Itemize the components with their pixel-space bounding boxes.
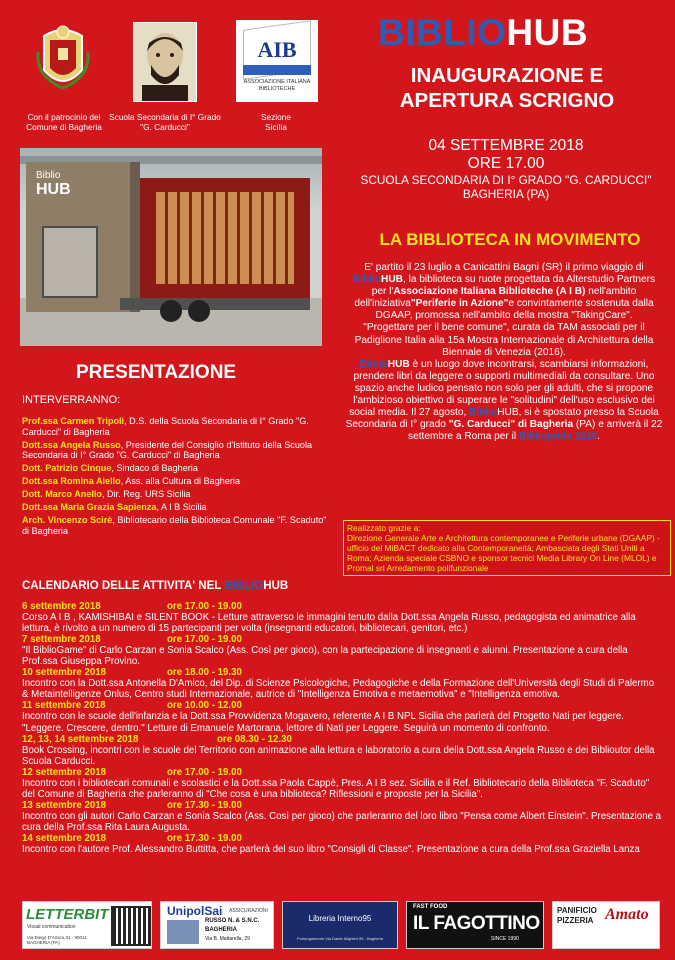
speaker-item: Dott.ssa Maria Grazia Sapienza, A I B Sicilia <box>22 502 207 512</box>
event-item: 14 settembre 2018 ore 17.30 - 19.00 Incontro con l'autore Prof. Alessandro Buttitta, che parlerà del suo libro "Consigli di Classe". Presentazione a cura della Prof.ssa Graziella Lanza <box>22 832 640 856</box>
event-item: 10 settembre 2018 ore 18.00 - 19.30 Incontro con la Dott.ssa Antonella D'Amico, del Dip. di Scienze Psicologiche, Pedagogiche e della Formazione dell'Università degli Studi di Palermo & Metaintelligenze Onlus, Centro studi Internazionale, autrice di "Intelligenza Emotiva e metaemotiva" e "Intelligenza emotiva. <box>22 667 655 701</box>
event-date-block <box>340 137 672 201</box>
sponsor-unipol: UnipolSai ASSICURAZIONI RUSSO N. & S.N.C. BAGHERIA Via B. Mattarella, 29 <box>160 901 274 949</box>
truck-hub-text: HUB <box>36 181 71 198</box>
speaker-item: Dott. Marco Anello, Dir. Reg. URS Sicilia <box>22 489 191 499</box>
speaker-list <box>22 416 327 539</box>
speaker-item: Arch. Vincenzo Scirè, Bibliotecario della Biblioteca Comunale "F. Scaduto" di Bagheria <box>22 515 327 536</box>
event-item: 11 settembre 2018 ore 10.00 - 12.00 Incontro con le scuole dell'infanzia e la Dott.ssa Provvidenza Mogavero, referente A I B NPL Sicilia che parlerà del Progetto Nati per leggere. "Leggere. Crescere, dentro." Letture di Emanuele Martorana, lettore di Nati per Leggere. Seguirà un momento di confronto. <box>22 700 624 734</box>
realizzato-text: Direzione Generale Arte e Architettura contemporanee e Periferie urbane (DGAAP) - ufficio del MiBACT dedicato alla Contemporaneità; Ambasciata degli Stati Uniti a Roma; Azienda speciale CSBNO e sponsor tecnici Media Library On Line (MLOL) e Promal srl Arredamento polifunzionale <box>347 533 660 573</box>
event-date: 04 SETTEMBRE 2018 <box>428 137 584 154</box>
intro-text: E' partito il 23 luglio a Canicattini Bagni (SR) il primo viaggio di BiblioHUB, la biblioteca su ruote progettata da Alterstudio Partners per l'Associazione Italiana Biblioteche (A I B) nell'ambito dell'iniziativa"Periferie in Azione"e convintamente sostenuta dalla DGAAP, promossa nell'ambito della mostra "TakingCare". "Progettare per il bene comune", curata da TAM associati per il Padiglione Italia alla 15a Mostra Internazionale di Architettura della Biennale di Venezia (2016). BiblioHUB è un luogo dove incontrarsi, scambiarsi informazioni, prendere libri da leggere o supporti multimediali da consultare. Uno spazio anche ludico pensato non solo per gli adulti, che si propone l'ambizioso obiettivo di superare le "solitudini" dell'uso esclusivo dei social media. Il 27 agosto, BiblioHUB, si è spostato presso la Scuola Secondaria di I° grado "G. Carducci" di Bagheria (PA) e arriverà il 22 settembre a Roma per il Bibliopride 2018. <box>345 262 663 443</box>
sponsor-fagottino: FAST FOOD IL FAGOTTINO SINCE 1990 <box>406 901 544 949</box>
events-list <box>22 601 662 855</box>
aib-caption: Sezione Sicilia <box>261 112 291 132</box>
event-headline: INAUGURAZIONE E APERTURA SCRIGNO <box>399 64 615 112</box>
sponsor-letterbit: LETTERBIT Visual communication Via Diego D'Amico,31 - 90011 BAGHERIA (PA) <box>22 901 152 949</box>
event-item: 7 settembre 2018 ore 17.00 - 19.00 "Il BiblioGame" di Carlo Carzan e Sonia Scalco (Ass. Così per gioco), con la partecipazione di insegnanti e alunni. Presentazione a cura della Prof.ssa Giuseppa Provino. <box>22 634 628 668</box>
aib-logo: AIB ASSOCIAZIONE ITALIANA BIBLIOTECHE <box>236 20 318 102</box>
realizzato-box <box>343 520 671 576</box>
speaker-item: Prof.ssa Carmen Tripoli, D.S. della Scuola Secondaria di I° Grado "G. Carducci" di Bagheria <box>22 416 309 437</box>
scuola-caption: Scuola Secondaria di I° Grado "G. Carducci" <box>109 112 221 132</box>
truck-photo <box>20 148 322 346</box>
bibliohub-brand: BIBLIOHUB <box>378 12 589 53</box>
realizzato-title: Realizzato grazie a: <box>347 523 421 533</box>
event-item: 13 settembre 2018 ore 17.30 - 19.00 Incontro con gli autori Carlo Carzan e Sonia Scalco (Ass. Così per gioco) che parleranno del loro libro "Pensa come Albert Einstein". Presentazione a cura della Prof.ssa Rita Laura Augusta. <box>22 799 662 833</box>
event-city: BAGHERIA (PA) <box>462 187 550 201</box>
speaker-item: Dott.ssa Romina Aiello, Ass. alla Cultura di Bagheria <box>22 476 240 486</box>
sponsor-libreria: Libreria Interno95 Prolungamento Via Dante Alighieri 95 - Bagheria <box>282 901 398 949</box>
unipol-building-icon <box>167 920 199 944</box>
event-venue: SCUOLA SECONDARIA DI I° GRADO "G. CARDUCCI" <box>360 173 652 187</box>
event-item: 6 settembre 2018 ore 17.00 - 19.00 Corso A I B , KAMISHIBAI e SILENT BOOK - Letture attraverso le immagini tenuto dalla Dott.ssa Angela Russo, pedagogista ed animatrice alla lettura, è rivolto a un numero di 15 partecipanti per volta (insegnanti educatori, bibliotecari, genitori, etc.) <box>22 601 636 635</box>
comune-caption: Con il patrocinio del Comune di Bagheria <box>26 112 102 132</box>
speaker-item: Dott. Patrizio Cinque, Sindaco di Bagheria <box>22 463 198 473</box>
interverranno-label: INTERVERRANNO: <box>22 394 121 406</box>
sponsor-amato: PANIFICIO PIZZERIA Amato <box>552 901 660 949</box>
scuola-portrait-logo <box>133 22 197 102</box>
presentazione-title: PRESENTAZIONE <box>76 362 237 383</box>
speaker-item: Dott.ssa Angela Russo, Presidente del Consiglio d'Istituto della Scuola Secondaria di I° Grado "G. Carducci" di Bagheria <box>22 439 313 460</box>
truck-biblio-text: Biblio <box>36 170 61 181</box>
qr-code-icon <box>111 906 151 946</box>
event-time: ORE 17.00 <box>467 155 545 172</box>
section-title: LA BIBLIOTECA IN MOVIMENTO <box>379 230 641 249</box>
calendario-title: CALENDARIO DELLE ATTIVITA' NEL BIBLIOHUB <box>22 580 289 592</box>
event-item: 12, 13, 14 settembre 2018 ore 08.30 - 12.30 Book Crossing, incontri con le scuole del Territorio con animazione alla lettura e laboratorio a cura della Dott.ssa Angela Russo e dei Biblioutor della Scuola Carducci. <box>22 733 655 767</box>
comune-crest-logo <box>32 22 94 100</box>
event-item: 12 settembre 2018 ore 17.00 - 19.00 Incontro con i bibliotecari comunali e scolastici e la Dott.ssa Paola Cappè, Pres. A I B sez. Sicilia e il Ref. Bibliotecario della Biblioteca "F. Scaduto" del Comune di Bagheria che parleranno di "Che cosa è una biblioteca? Riflessioni e proposte per la Sicilia". <box>22 766 650 800</box>
